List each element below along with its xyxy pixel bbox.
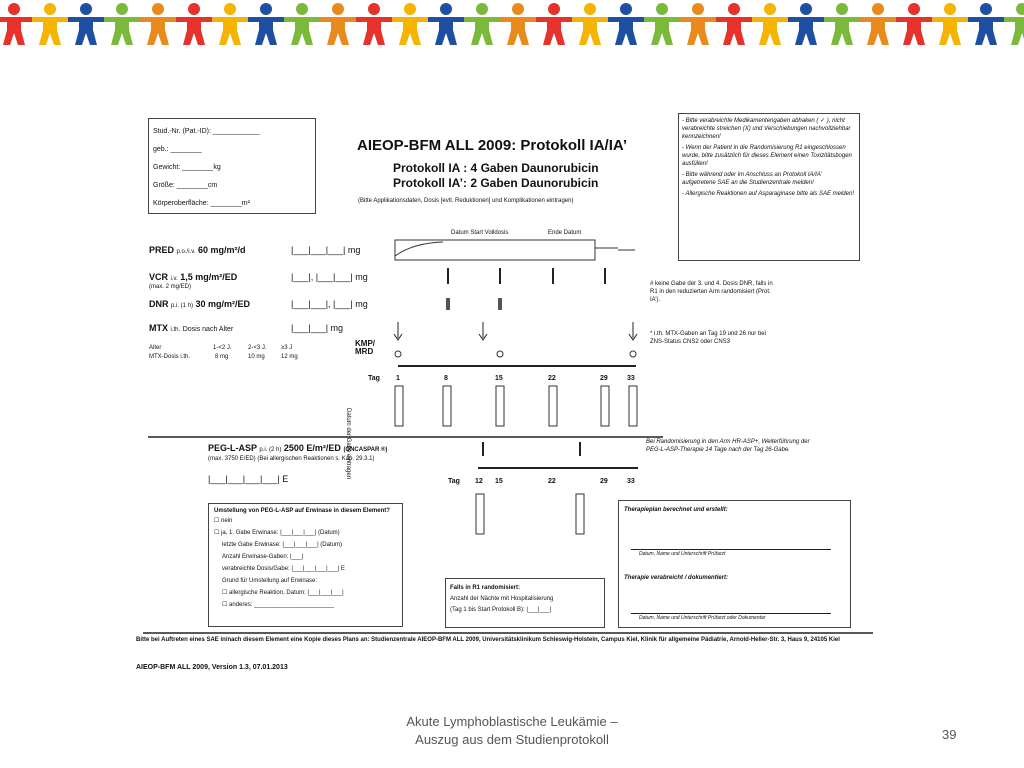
age-label: Alter: [149, 345, 162, 351]
peg-day-tick: 33: [627, 478, 635, 485]
erwinase-line: verabreichte Dosis/Gabe: |___|___|___|___| E: [222, 566, 345, 572]
paper-figure: [536, 3, 572, 45]
therapy-doc-title: Therapie verabreicht / dokumentiert:: [624, 575, 729, 581]
peg-day-label: Tag: [448, 478, 460, 485]
paper-figure: [788, 3, 824, 45]
patient-field: Stud.-Nr. (Pat.-ID): ____________: [153, 128, 260, 135]
therapy-calc-signature: Datum, Name und Unterschrift Prüfarzt: [639, 551, 726, 557]
paper-figure: [932, 3, 968, 45]
drug-vcr-entry: |___|, |___|___| mg: [291, 272, 368, 282]
peg-day-tick: 12: [475, 478, 483, 485]
r1-line: (Tag 1 bis Start Protokoll B): |___|___|: [450, 607, 552, 613]
paper-chain-banner: [0, 0, 1024, 48]
day-label: Tag: [368, 375, 380, 382]
footer-line: Akute Lymphoblastische Leukämie –: [406, 714, 618, 729]
instruction-item: - Allergische Reaktionen auf Asparaginase bitte als SAE melden!: [682, 191, 854, 197]
paper-figure: [680, 3, 716, 45]
protocol-subtitle: Protokoll IA : 4 Gaben Daunorubicin: [393, 161, 599, 175]
drug-mtx-label: MTX i.th. Dosis nach Alter: [149, 323, 234, 333]
paper-figure: [140, 3, 176, 45]
day-tick: 1: [396, 375, 400, 382]
paper-figure: [176, 3, 212, 45]
peg-randomization-note: Bei Randomisierung in den Arm HR-ASP+, Weiterführung der PEG-L-ASP-Therapie 14 Tage nach der Tag 26-Gabe.: [646, 439, 810, 453]
erwinase-line: ☐ allergische Reaktion, Datum: |___|___|___|: [222, 590, 344, 596]
page-number: 39: [942, 727, 957, 742]
peg-day-tick: 29: [600, 478, 608, 485]
paper-figure: [896, 3, 932, 45]
version-label: AIEOP-BFM ALL 2009, Version 1.3, 07.01.2013: [136, 664, 288, 671]
slide-footer: [372, 713, 652, 749]
mtx-footnote: * i.th. MTX-Gaben an Tag 19 und 26 nur bei ZNS-Status CNS2 oder CNS3: [650, 331, 766, 345]
erwinase-line: Umstellung von PEG-L-ASP auf Erwinase in diesem Element?: [214, 508, 390, 514]
peg-entry: |___|___|___|___| E: [208, 474, 289, 484]
day-tick: 15: [495, 375, 503, 382]
patient-field: geb.: ________: [153, 146, 202, 153]
drug-vcr-label: VCR i.v. 1,5 mg/m²/ED: [149, 272, 238, 282]
drug-pred-label: PRED p.o./i.v. 60 mg/m²/d: [149, 245, 246, 255]
paper-figure: [860, 3, 896, 45]
age-value: ≥3 J: [281, 345, 293, 351]
paper-figure: [608, 3, 644, 45]
dose-value: 10 mg: [248, 354, 265, 360]
patient-field: Größe: ________cm: [153, 182, 218, 189]
paper-figure: [824, 3, 860, 45]
peg-note: (max. 3750 E/ED) (Bei allergischen Reaktionen s. Kap. 29.3.1): [208, 456, 375, 462]
date-entry-label: Datum der Gabe eintragen: [345, 408, 351, 480]
age-value: 1-<2 J.: [213, 345, 232, 351]
therapy-calc-title: Therapieplan berechnet und erstellt:: [624, 507, 728, 513]
address-footer: Bitte bei Auftreten eines SAE in/nach diesem Element eine Kopie dieses Plans an: Studienzentrale AIEOP-BFM ALL 2009, Universitätsklinikum Schleswig-Holstein, Campus Kiel, Klinik für allgemeine Pädiatrie, Arnold-Heller-Str. 3, Haus 9, 24105 Kiel: [136, 637, 840, 643]
paper-figure: [392, 3, 428, 45]
paper-figure: [644, 3, 680, 45]
paper-figure: [716, 3, 752, 45]
paper-figure: [320, 3, 356, 45]
patient-field: Gewicht: ________kg: [153, 164, 221, 171]
day-tick: 22: [548, 375, 556, 382]
paper-figure: [212, 3, 248, 45]
drug-vcr-note: (max. 2 mg/ED): [149, 284, 192, 290]
paper-figure: [248, 3, 284, 45]
erwinase-line: ☐ ja, 1. Gabe Erwinase: |___|___|___| (Datum): [214, 530, 340, 536]
dose-value: 8 mg: [215, 354, 229, 360]
protocol-document: [136, 108, 873, 688]
pred-start-label: Datum Start Volldosis: [451, 230, 509, 236]
paper-figure: [752, 3, 788, 45]
therapy-doc-signature: Datum, Name und Unterschrift Prüfarzt oder Dokumentar: [639, 615, 766, 621]
dose-label: MTX-Dosis i.th.: [149, 354, 191, 360]
protocol-title: AIEOP-BFM ALL 2009: Protokoll IA/IA’: [357, 137, 628, 154]
peg-label: PEG-L-ASP p.i. (2 h) 2500 E/m²/ED (ONCASPAR ®): [208, 443, 388, 453]
paper-figure: [356, 3, 392, 45]
instruction-item: - Bitte während oder im Anschluss an Protokoll IA/IA’ aufgetretene SAE an die Studienzentrale melden!: [682, 172, 822, 186]
paper-figure: [968, 3, 1004, 45]
r1-line: Anzahl der Nächte mit Hospitalisierung: [450, 596, 554, 602]
paper-figure: [284, 3, 320, 45]
instruction-item: - Bitte verabreichte Medikamentengaben abhaken ( ✓ ), nicht verabreichte streichen (X) und Verschiebungen nachvollziehbar kennzeichnen!: [682, 118, 851, 140]
erwinase-line: letzte Gabe Erwinase: |___|___|___| (Datum): [222, 542, 342, 548]
footer-line: Auszug aus dem Studienprotokoll: [415, 732, 609, 747]
r1-box: [445, 578, 605, 628]
drug-pred-entry: |___|___|___| mg: [291, 245, 361, 255]
instruction-item: - Wenn der Patient in die Randomisierung R1 eingeschlossen wurde, bitte zusätzlich für dieses Element einen Toxizitätsbogen ausfüllen!: [682, 145, 852, 167]
erwinase-line: ☐ nein: [214, 518, 233, 524]
protocol-note: (Bitte Applikationsdaten, Dosis [evtl. Reduktionen] und Komplikationen eintragen): [358, 198, 574, 204]
drug-dnr-entry: |___|___|, |___| mg: [291, 299, 368, 309]
paper-figure: [32, 3, 68, 45]
drug-mtx-entry: |___|___| mg: [291, 323, 344, 333]
drug-dnr-label: DNR p.i. (1 h) 30 mg/m²/ED: [149, 299, 251, 309]
dnr-footnote: # keine Gabe der 3. und 4. Dosis DNR, falls in R1 in den reduzierten Arm randomisiert (Prot. IA’).: [650, 281, 773, 303]
kmp-mrd-label: KMP/ MRD: [355, 339, 375, 356]
paper-figure: [104, 3, 140, 45]
pred-end-label: Ende Datum: [548, 230, 582, 236]
erwinase-box: [208, 503, 403, 627]
paper-figure: [428, 3, 464, 45]
paper-figure: [1004, 3, 1024, 45]
age-value: 2-<3 J.: [248, 345, 267, 351]
erwinase-line: Grund für Umstellung auf Erwinase:: [222, 578, 318, 584]
day-tick: 29: [600, 375, 608, 382]
paper-figure: [464, 3, 500, 45]
instructions-box: [678, 113, 860, 261]
erwinase-line: ☐ anderes: ________________________: [222, 602, 335, 608]
peg-day-tick: 22: [548, 478, 556, 485]
r1-line: Falls in R1 randomisiert:: [450, 585, 521, 591]
erwinase-line: Anzahl Erwinase-Gaben: |___|: [222, 554, 304, 560]
paper-figure: [572, 3, 608, 45]
paper-figure: [0, 3, 32, 45]
paper-figure: [500, 3, 536, 45]
day-tick: 8: [444, 375, 448, 382]
day-tick: 33: [627, 375, 635, 382]
paper-figure: [68, 3, 104, 45]
protocol-subtitle: Protokoll IA’: 2 Gaben Daunorubicin: [393, 176, 599, 190]
peg-day-tick: 15: [495, 478, 503, 485]
therapy-box: [618, 500, 851, 628]
patient-field: Körperoberfläche: ________m²: [153, 200, 250, 207]
dose-value: 12 mg: [281, 354, 298, 360]
